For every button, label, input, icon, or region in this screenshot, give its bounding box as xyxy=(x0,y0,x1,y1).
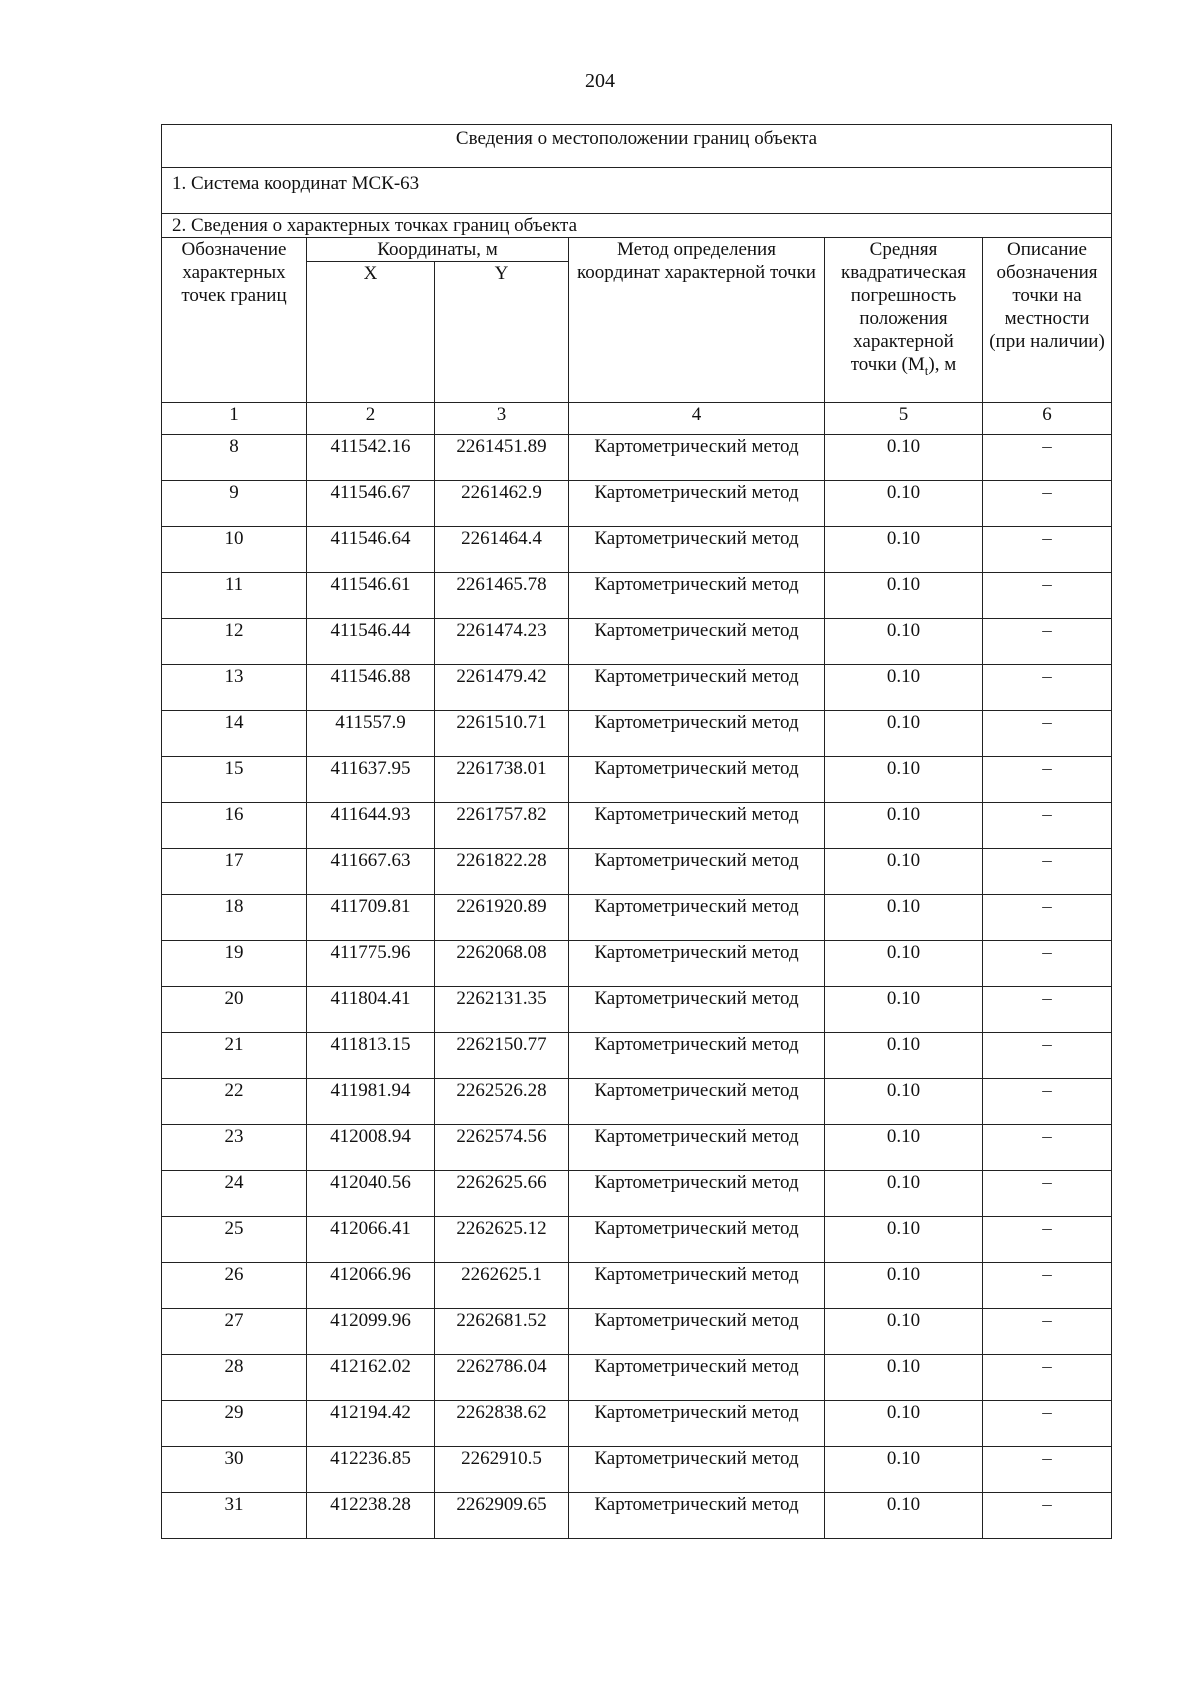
method: Картометрический метод xyxy=(569,757,825,803)
coord-y: 2261462.9 xyxy=(435,481,569,527)
header-description: Описание обозначения точки на местности (при наличии) xyxy=(983,238,1112,403)
header-error xyxy=(825,238,983,403)
header-coordinates: Координаты, м xyxy=(307,238,569,262)
method: Картометрический метод xyxy=(569,1447,825,1493)
error-value: 0.10 xyxy=(825,1171,983,1217)
table-row xyxy=(162,1033,1112,1079)
header-error-text: Средняя квадратическая погрешность положения характерной точки (M xyxy=(841,239,966,375)
error-value: 0.10 xyxy=(825,895,983,941)
coord-x: 411709.81 xyxy=(307,895,435,941)
point-number: 25 xyxy=(162,1217,307,1263)
description: – xyxy=(983,481,1112,527)
description: – xyxy=(983,1401,1112,1447)
error-value: 0.10 xyxy=(825,665,983,711)
table-title: Сведения о местоположении границ объекта xyxy=(162,125,1112,168)
coord-x: 412008.94 xyxy=(307,1125,435,1171)
coord-x: 412236.85 xyxy=(307,1447,435,1493)
description: – xyxy=(983,1309,1112,1355)
coord-y: 2261451.89 xyxy=(435,435,569,481)
error-value: 0.10 xyxy=(825,1447,983,1493)
point-number: 23 xyxy=(162,1125,307,1171)
coord-x: 412099.96 xyxy=(307,1309,435,1355)
coord-y: 2262910.5 xyxy=(435,1447,569,1493)
error-value: 0.10 xyxy=(825,803,983,849)
description: – xyxy=(983,849,1112,895)
header-row-1 xyxy=(162,238,1112,262)
error-value: 0.10 xyxy=(825,527,983,573)
method: Картометрический метод xyxy=(569,895,825,941)
method: Картометрический метод xyxy=(569,941,825,987)
coord-x: 411546.88 xyxy=(307,665,435,711)
method: Картометрический метод xyxy=(569,1217,825,1263)
coord-y: 2261465.78 xyxy=(435,573,569,619)
coord-y: 2262068.08 xyxy=(435,941,569,987)
method: Картометрический метод xyxy=(569,803,825,849)
error-value: 0.10 xyxy=(825,481,983,527)
description: – xyxy=(983,757,1112,803)
method: Картометрический метод xyxy=(569,435,825,481)
table-row xyxy=(162,895,1112,941)
description: – xyxy=(983,435,1112,481)
method: Картометрический метод xyxy=(569,1263,825,1309)
point-number: 19 xyxy=(162,941,307,987)
col-number: 4 xyxy=(569,403,825,435)
table-row xyxy=(162,1079,1112,1125)
method: Картометрический метод xyxy=(569,711,825,757)
method: Картометрический метод xyxy=(569,987,825,1033)
table-row xyxy=(162,1401,1112,1447)
header-method: Метод определения координат характерной точки xyxy=(569,238,825,403)
header-x: X xyxy=(307,262,435,403)
header-point-designation: Обозначение характерных точек границ xyxy=(162,238,307,403)
coord-y: 2262131.35 xyxy=(435,987,569,1033)
table-row xyxy=(162,481,1112,527)
point-number: 12 xyxy=(162,619,307,665)
coord-x: 411546.44 xyxy=(307,619,435,665)
point-number: 21 xyxy=(162,1033,307,1079)
coord-x: 411542.16 xyxy=(307,435,435,481)
table-row xyxy=(162,941,1112,987)
error-value: 0.10 xyxy=(825,849,983,895)
point-number: 24 xyxy=(162,1171,307,1217)
coord-y: 2261738.01 xyxy=(435,757,569,803)
table-row xyxy=(162,1309,1112,1355)
coord-y: 2262526.28 xyxy=(435,1079,569,1125)
coord-x: 412066.41 xyxy=(307,1217,435,1263)
table-row xyxy=(162,849,1112,895)
description: – xyxy=(983,1493,1112,1539)
point-number: 26 xyxy=(162,1263,307,1309)
table-row xyxy=(162,987,1112,1033)
point-number: 9 xyxy=(162,481,307,527)
point-number: 8 xyxy=(162,435,307,481)
description: – xyxy=(983,1125,1112,1171)
method: Картометрический метод xyxy=(569,619,825,665)
method: Картометрический метод xyxy=(569,1079,825,1125)
boundary-points-table xyxy=(161,124,1112,1539)
method: Картометрический метод xyxy=(569,849,825,895)
col-number: 5 xyxy=(825,403,983,435)
description: – xyxy=(983,1171,1112,1217)
point-number: 27 xyxy=(162,1309,307,1355)
coord-y: 2261479.42 xyxy=(435,665,569,711)
coordinate-system-row xyxy=(162,168,1112,214)
error-value: 0.10 xyxy=(825,1125,983,1171)
description: – xyxy=(983,1217,1112,1263)
coord-y: 2261757.82 xyxy=(435,803,569,849)
error-value: 0.10 xyxy=(825,1079,983,1125)
coord-y: 2262838.62 xyxy=(435,1401,569,1447)
method: Картометрический метод xyxy=(569,1493,825,1539)
coord-x: 411804.41 xyxy=(307,987,435,1033)
coord-y: 2261464.4 xyxy=(435,527,569,573)
description: – xyxy=(983,1355,1112,1401)
point-number: 13 xyxy=(162,665,307,711)
coord-x: 412162.02 xyxy=(307,1355,435,1401)
coord-y: 2261920.89 xyxy=(435,895,569,941)
coord-y: 2261510.71 xyxy=(435,711,569,757)
description: – xyxy=(983,803,1112,849)
coord-x: 411546.61 xyxy=(307,573,435,619)
table-row xyxy=(162,527,1112,573)
table-row xyxy=(162,1493,1112,1539)
point-number: 20 xyxy=(162,987,307,1033)
error-value: 0.10 xyxy=(825,1401,983,1447)
description: – xyxy=(983,711,1112,757)
point-number: 15 xyxy=(162,757,307,803)
coord-y: 2261474.23 xyxy=(435,619,569,665)
coord-y: 2262625.1 xyxy=(435,1263,569,1309)
table-row xyxy=(162,1355,1112,1401)
table-row xyxy=(162,665,1112,711)
point-number: 11 xyxy=(162,573,307,619)
coord-y: 2261822.28 xyxy=(435,849,569,895)
error-value: 0.10 xyxy=(825,711,983,757)
description: – xyxy=(983,619,1112,665)
coord-y: 2262909.65 xyxy=(435,1493,569,1539)
table-row xyxy=(162,1263,1112,1309)
page-number: 204 xyxy=(585,70,615,92)
col-number: 2 xyxy=(307,403,435,435)
error-value: 0.10 xyxy=(825,1263,983,1309)
coordinate-system: 1. Система координат МСК-63 xyxy=(162,168,1112,214)
table-row xyxy=(162,1125,1112,1171)
point-number: 30 xyxy=(162,1447,307,1493)
point-number: 17 xyxy=(162,849,307,895)
coord-x: 412066.96 xyxy=(307,1263,435,1309)
error-value: 0.10 xyxy=(825,941,983,987)
error-value: 0.10 xyxy=(825,435,983,481)
error-value: 0.10 xyxy=(825,1493,983,1539)
method: Картометрический метод xyxy=(569,665,825,711)
coord-x: 411557.9 xyxy=(307,711,435,757)
point-number: 10 xyxy=(162,527,307,573)
header-error-sub: t xyxy=(924,362,929,378)
table-title-row xyxy=(162,125,1112,168)
error-value: 0.10 xyxy=(825,619,983,665)
coord-x: 411644.93 xyxy=(307,803,435,849)
header-y: Y xyxy=(435,262,569,403)
point-number: 31 xyxy=(162,1493,307,1539)
method: Картометрический метод xyxy=(569,573,825,619)
section2-heading: 2. Сведения о характерных точках границ объекта xyxy=(162,214,1112,238)
description: – xyxy=(983,1079,1112,1125)
method: Картометрический метод xyxy=(569,481,825,527)
point-number: 28 xyxy=(162,1355,307,1401)
description: – xyxy=(983,1033,1112,1079)
coord-x: 412040.56 xyxy=(307,1171,435,1217)
coord-y: 2262150.77 xyxy=(435,1033,569,1079)
method: Картометрический метод xyxy=(569,1355,825,1401)
description: – xyxy=(983,987,1112,1033)
coord-x: 411667.63 xyxy=(307,849,435,895)
error-value: 0.10 xyxy=(825,757,983,803)
description: – xyxy=(983,941,1112,987)
method: Картометрический метод xyxy=(569,1125,825,1171)
error-value: 0.10 xyxy=(825,1217,983,1263)
point-number: 16 xyxy=(162,803,307,849)
table-row xyxy=(162,619,1112,665)
column-numbers-row xyxy=(162,403,1112,435)
method: Картометрический метод xyxy=(569,1033,825,1079)
method: Картометрический метод xyxy=(569,527,825,573)
coord-x: 411775.96 xyxy=(307,941,435,987)
error-value: 0.10 xyxy=(825,1309,983,1355)
coord-x: 411546.64 xyxy=(307,527,435,573)
table-row xyxy=(162,757,1112,803)
error-value: 0.10 xyxy=(825,573,983,619)
point-number: 29 xyxy=(162,1401,307,1447)
coord-x: 412238.28 xyxy=(307,1493,435,1539)
col-number: 3 xyxy=(435,403,569,435)
description: – xyxy=(983,665,1112,711)
method: Картометрический метод xyxy=(569,1309,825,1355)
coord-x: 412194.42 xyxy=(307,1401,435,1447)
section2-row xyxy=(162,214,1112,238)
coord-x: 411637.95 xyxy=(307,757,435,803)
description: – xyxy=(983,895,1112,941)
table-row xyxy=(162,573,1112,619)
table-row xyxy=(162,1171,1112,1217)
col-number: 1 xyxy=(162,403,307,435)
description: – xyxy=(983,1263,1112,1309)
coord-y: 2262625.66 xyxy=(435,1171,569,1217)
method: Картометрический метод xyxy=(569,1401,825,1447)
coord-y: 2262625.12 xyxy=(435,1217,569,1263)
coord-x: 411813.15 xyxy=(307,1033,435,1079)
header-error-end: ), м xyxy=(928,354,957,375)
point-number: 18 xyxy=(162,895,307,941)
table-row xyxy=(162,803,1112,849)
description: – xyxy=(983,573,1112,619)
table-row xyxy=(162,1447,1112,1493)
error-value: 0.10 xyxy=(825,1033,983,1079)
description: – xyxy=(983,1447,1112,1493)
coord-x: 411546.67 xyxy=(307,481,435,527)
coord-y: 2262681.52 xyxy=(435,1309,569,1355)
col-number: 6 xyxy=(983,403,1112,435)
description: – xyxy=(983,527,1112,573)
table-row xyxy=(162,711,1112,757)
coord-y: 2262786.04 xyxy=(435,1355,569,1401)
table-row xyxy=(162,435,1112,481)
error-value: 0.10 xyxy=(825,987,983,1033)
point-number: 22 xyxy=(162,1079,307,1125)
error-value: 0.10 xyxy=(825,1355,983,1401)
point-number: 14 xyxy=(162,711,307,757)
method: Картометрический метод xyxy=(569,1171,825,1217)
table-row xyxy=(162,1217,1112,1263)
coord-y: 2262574.56 xyxy=(435,1125,569,1171)
coord-x: 411981.94 xyxy=(307,1079,435,1125)
